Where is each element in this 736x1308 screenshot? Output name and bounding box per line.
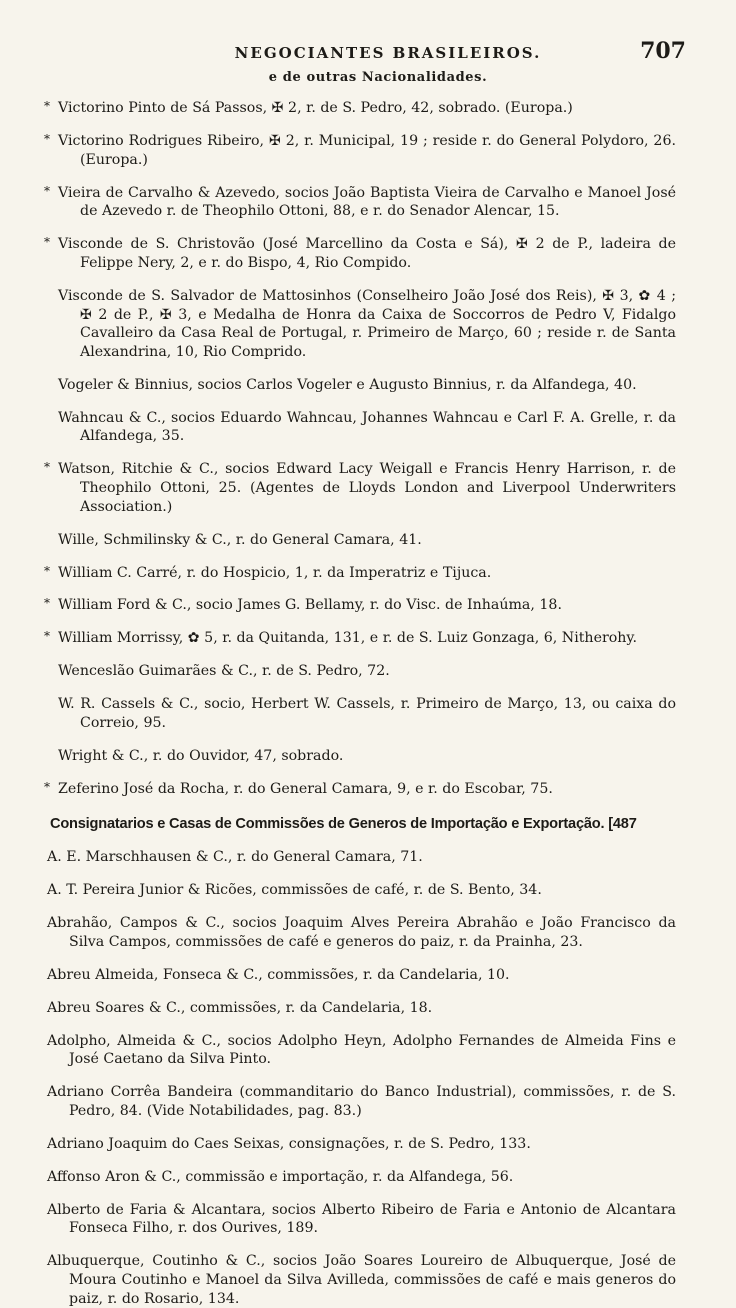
list-item: Adolpho, Almeida & C., socios Adolpho Heyn, Adolpho Fernandes de Almeida Fins e José Caetano da Silva Pinto. bbox=[47, 1032, 676, 1068]
list-item bbox=[58, 695, 676, 732]
star-marker: * bbox=[44, 235, 50, 250]
section-heading: Consignatarios e Casas de Commissões de Generos de Importação e Exportação. [487 bbox=[50, 816, 637, 833]
page-subtitle: e de outras Nacionalidades. bbox=[268, 70, 488, 85]
page-header bbox=[40, 38, 686, 66]
list-item bbox=[44, 460, 676, 516]
list-item: Affonso Aron & C., commissão e importação, r. da Alfandega, 56. bbox=[47, 1168, 514, 1185]
entry-text: Wille, Schmilinsky & C., r. do General Camara, 41. bbox=[58, 531, 422, 548]
list-item bbox=[58, 409, 676, 446]
consignatarios-list bbox=[40, 848, 676, 1308]
entry-text: Watson, Ritchie & C., socios Edward Lacy Weigall e Francis Henry Harrison, r. de Theophilo Ottoni, 25. (Agentes de Lloyds London and Liverpool Underwriters Association.) bbox=[58, 461, 676, 515]
list-item bbox=[44, 99, 676, 118]
star-marker: * bbox=[44, 183, 50, 198]
star-marker: * bbox=[44, 563, 50, 578]
list-item bbox=[44, 596, 676, 615]
entry-text: Vieira de Carvalho & Azevedo, socios João Baptista Vieira de Carvalho e Manoel José de Azevedo r. de Theophilo Ottoni, 88, e r. do Senador Alencar, 15. bbox=[58, 184, 676, 220]
entry-text: William C. Carré, r. do Hospicio, 1, r. da Imperatriz e Tijuca. bbox=[58, 564, 492, 581]
page-number: 707 bbox=[640, 38, 686, 64]
entries-list bbox=[40, 99, 676, 798]
entry-text: W. R. Cassels & C., socio, Herbert W. Cassels, r. Primeiro de Março, 13, ou caixa do Correio, 95. bbox=[58, 696, 676, 731]
list-item bbox=[44, 235, 676, 272]
list-item bbox=[44, 563, 676, 583]
list-item bbox=[58, 662, 676, 681]
list-item bbox=[44, 183, 676, 221]
list-item: Adriano Joaquim do Caes Seixas, consignações, r. de S. Pedro, 133. bbox=[47, 1135, 531, 1152]
star-marker: * bbox=[44, 629, 50, 644]
list-item bbox=[44, 132, 676, 169]
entry-text: Visconde de S. Salvador de Mattosinhos (Conselheiro João José dos Reis), ✠ 3, ✿ 4 ; ✠ 2 de P., ✠ 3, e Medalha de Honra da Caixa de Soccorros de Pedro V, Fidalgo Cavalleiro da Casa Real de Portugal, r. Primeiro de Março, 60 ; reside r. de Santa Alexandrina, 10, Rio Comprido. bbox=[58, 287, 676, 360]
list-item: Albuquerque, Coutinho & C., socios João Soares Loureiro de Albuquerque, José de Moura Coutinho e Manoel da Silva Avilleda, commissões de café e mais generos do paiz, r. do Rosario, 134. bbox=[47, 1253, 676, 1307]
list-item: Adriano Corrêa Bandeira (commanditario do Banco Industrial), commissões, r. de S. Pedro, 84. (Vide Notabilidades, pag. 83.) bbox=[47, 1084, 676, 1119]
star-marker: * bbox=[44, 132, 50, 147]
entry-text: Visconde de S. Christovão (José Marcellino da Costa e Sá), ✠ 2 de P., ladeira de Felippe Nery, 2, e r. do Bispo, 4, Rio Compido. bbox=[58, 236, 676, 271]
list-item bbox=[44, 779, 676, 799]
entry-text: Wenceslão Guimarães & C., r. de S. Pedro, 72. bbox=[58, 663, 390, 680]
entry-text: Wright & C., r. do Ouvidor, 47, sobrado. bbox=[58, 747, 344, 764]
list-item: Abreu Soares & C., commissões, r. da Candelaria, 18. bbox=[47, 999, 433, 1016]
entry-text: Zeferino José da Rocha, r. do General Camara, 9, e r. do Escobar, 75. bbox=[58, 780, 553, 797]
star-marker: * bbox=[44, 596, 50, 611]
running-title: NEGOCIANTES BRASILEIROS. bbox=[234, 44, 542, 62]
list-item bbox=[58, 376, 676, 395]
entry-text: William Morrissy, ✿ 5, r. da Quitanda, 131, e r. de S. Luiz Gonzaga, 6, Nitherohy. bbox=[58, 630, 638, 647]
entry-text: William Ford & C., socio James G. Bellamy, r. do Visc. de Inhaúma, 18. bbox=[58, 597, 562, 614]
star-marker: * bbox=[44, 779, 50, 794]
list-item: A. E. Marschhausen & C., r. do General Camara, 71. bbox=[47, 849, 423, 866]
list-item: A. T. Pereira Junior & Ricões, commissões de café, r. de S. Bento, 34. bbox=[47, 882, 542, 899]
entry-text: Wahncau & C., socios Eduardo Wahncau, Johannes Wahncau e Carl F. A. Grelle, r. da Alfandega, 35. bbox=[58, 409, 676, 445]
list-item: Abrahão, Campos & C., socios Joaquim Alves Pereira Abrahão e João Francisco da Silva Campos, commissões de café e generos do paiz, r. da Prainha, 23. bbox=[47, 915, 676, 950]
star-marker: * bbox=[44, 99, 50, 114]
entry-text: Victorino Rodrigues Ribeiro, ✠ 2, r. Municipal, 19 ; reside r. do General Polydoro, 26. (Europa.) bbox=[58, 133, 676, 168]
list-item bbox=[58, 747, 676, 766]
entry-text: Victorino Pinto de Sá Passos, ✠ 2, r. de S. Pedro, 42, sobrado. (Europa.) bbox=[58, 100, 573, 117]
list-item bbox=[58, 287, 676, 362]
list-item bbox=[58, 531, 676, 550]
list-item: Alberto de Faria & Alcantara, socios Alberto Ribeiro de Faria e Antonio de Alcantara Fonseca Filho, r. dos Ourives, 189. bbox=[47, 1201, 676, 1237]
list-item bbox=[44, 629, 676, 648]
list-item: Abreu Almeida, Fonseca & C., commissões, r. da Candelaria, 10. bbox=[47, 966, 510, 983]
entry-text: Vogeler & Binnius, socios Carlos Vogeler e Augusto Binnius, r. da Alfandega, 40. bbox=[58, 376, 637, 393]
star-marker: * bbox=[44, 460, 50, 475]
